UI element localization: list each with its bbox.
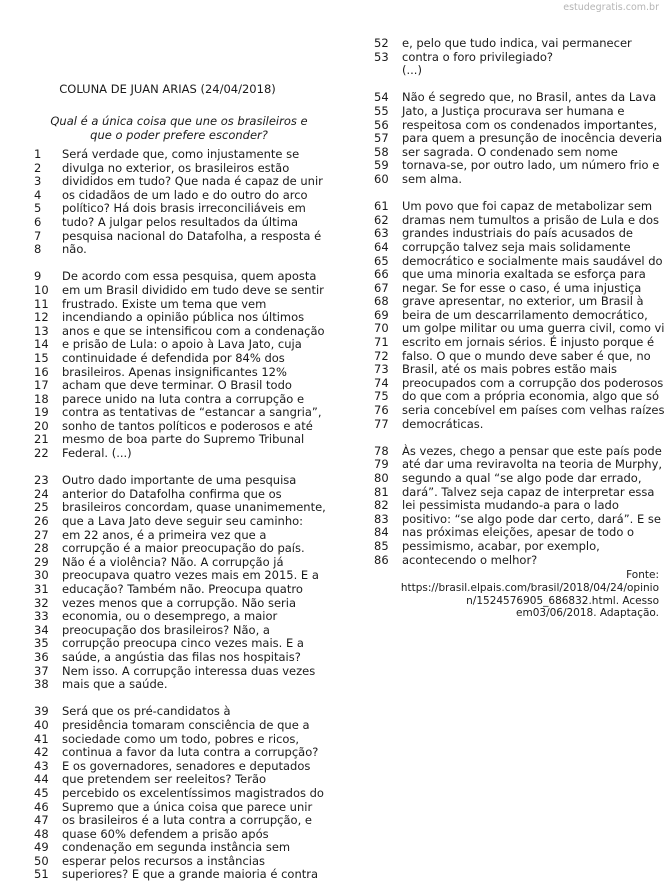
line-text: continua a favor da luta contra a corrupção? [62, 745, 319, 760]
line-text: até dar uma reviravolta na teoria de Murphy, [402, 457, 663, 472]
line-number: 72 [374, 348, 389, 363]
text-line [374, 554, 662, 568]
line-number: 3 [34, 174, 42, 189]
line-number: 28 [34, 541, 49, 556]
line-text: Será que os pré-candidatos à [62, 704, 231, 719]
line-number: 76 [374, 403, 389, 418]
paragraph-gap [34, 461, 324, 475]
text-line [374, 472, 662, 486]
line-text: corrupção talvez seja mais solidamente [402, 239, 631, 254]
line-number: 54 [374, 90, 389, 105]
line-number: 69 [374, 307, 389, 322]
text-line [34, 841, 324, 855]
line-number: 32 [34, 595, 49, 610]
text-column-right [374, 36, 665, 567]
line-text: político? Há dois brasis irreconciliáveis em [62, 201, 306, 216]
line-number: 80 [374, 471, 389, 485]
line-number: 63 [374, 226, 389, 241]
text-line [34, 433, 324, 447]
line-text: brasileiros concordam, quase unanimemente, [62, 500, 326, 515]
line-number: 68 [374, 294, 389, 309]
line-text: democrático e socialmente mais saudável do [402, 253, 663, 268]
text-line [374, 295, 662, 309]
line-text: pesquisa nacional do Datafolha, a resposta é [62, 228, 322, 243]
text-line [34, 366, 324, 380]
text-line [374, 418, 662, 432]
line-number: 65 [374, 253, 389, 268]
line-number: 30 [34, 568, 49, 583]
text-line [374, 403, 665, 418]
line-text: corrupção é a maior preocupação do país. [62, 541, 305, 556]
text-line [374, 513, 662, 527]
line-number: 19 [34, 405, 49, 420]
line-text: um golpe militar ou uma guerra civil, como vi [402, 321, 665, 336]
line-text: não. [62, 242, 87, 257]
text-line [374, 105, 662, 119]
text-line [34, 529, 324, 543]
text-line [34, 175, 324, 189]
line-number: 37 [34, 663, 49, 678]
line-number: 10 [34, 282, 49, 297]
text-line [34, 338, 324, 352]
line-text: Jato, a Justiça procurava ser humana e [402, 103, 625, 118]
line-number: 78 [374, 443, 389, 458]
text-line [374, 37, 662, 51]
line-text: em um Brasil dividido em tudo deve se sentir [62, 282, 324, 297]
line-text: E os governadores, senadores e deputados [62, 758, 311, 773]
text-column-left [34, 148, 324, 882]
line-text: em 22 anos, é a primeira vez que a [62, 527, 267, 542]
line-text: mais que a saúde. [62, 677, 168, 692]
line-text: nas próximas eleições, apesar de todo o [402, 525, 635, 540]
line-text: De acordo com essa pesquisa, quem aposta [62, 269, 317, 284]
line-number: 15 [34, 350, 49, 365]
line-text: do que com a própria economia, algo que só [402, 389, 660, 404]
text-line [34, 148, 324, 162]
text-line [34, 406, 324, 420]
line-number: 42 [34, 745, 49, 760]
line-number: 84 [374, 525, 389, 540]
line-number: 67 [374, 280, 389, 295]
line-number: 51 [34, 867, 49, 882]
line-number: 55 [374, 103, 389, 118]
line-number: 48 [34, 826, 49, 841]
text-line [34, 298, 324, 312]
text-line [34, 515, 324, 529]
line-text: falso. O que o mundo deve saber é que, no [402, 348, 651, 363]
line-number: 86 [374, 552, 389, 567]
text-line [374, 268, 662, 282]
line-text: grandes industriais do país acusados de [402, 226, 634, 241]
text-line [34, 760, 324, 774]
text-line [34, 665, 324, 679]
line-number: 53 [374, 49, 389, 64]
line-text: Brasil, até os mais pobres estão mais [402, 362, 618, 377]
text-line [34, 624, 324, 638]
line-number: 49 [34, 840, 49, 855]
line-number: 52 [374, 36, 389, 50]
text-line [374, 241, 662, 255]
line-number: 79 [374, 457, 389, 472]
line-number: 66 [374, 267, 389, 282]
line-number: 26 [34, 514, 49, 529]
line-number: 9 [34, 269, 42, 284]
line-text: contra o foro privilegiado? [402, 49, 554, 64]
text-line [374, 119, 662, 133]
text-line [34, 284, 324, 298]
text-line [34, 705, 324, 719]
text-line [34, 569, 324, 583]
line-text: os brasileiros é a luta contra a corrupção, e [62, 813, 312, 828]
text-line [34, 311, 324, 325]
line-number: 62 [374, 212, 389, 227]
line-text: brasileiros. Apenas insignificantes 12% [62, 364, 287, 379]
text-line [34, 801, 324, 815]
text-line [34, 162, 324, 176]
line-number: 12 [34, 310, 49, 325]
text-line [34, 773, 324, 787]
line-text: preocupava quatro vezes mais em 2015. E a [62, 568, 319, 583]
line-text: e, pelo que tudo indica, vai permanecer [402, 36, 632, 50]
line-text: democráticas. [402, 416, 484, 431]
line-number: 23 [34, 473, 49, 488]
text-line [34, 556, 324, 570]
line-number: 59 [374, 158, 389, 173]
line-text: segundo a qual “se algo pode dar errado, [402, 471, 642, 485]
line-number: 18 [34, 391, 49, 406]
line-number: 7 [34, 228, 42, 243]
text-line [374, 363, 662, 377]
line-text: os cidadãos de um lado e do outro do arco [62, 187, 308, 202]
text-line [34, 610, 324, 624]
text-line [34, 637, 324, 651]
line-text: continuidade é defendida por 84% dos [62, 350, 285, 365]
line-number: 82 [374, 498, 389, 513]
source-label: Fonte: [626, 569, 659, 581]
line-text: acham que deve terminar. O Brasil todo [62, 378, 292, 393]
text-line [374, 200, 662, 214]
line-text: Nem isso. A corrupção interessa duas vezes [62, 663, 316, 678]
text-line [34, 202, 324, 216]
line-text: mesmo de boa parte do Supremo Tribunal [62, 432, 305, 447]
text-line [34, 733, 324, 747]
line-text: divulga no exterior, os brasileiros estão [62, 160, 290, 175]
line-number: 50 [34, 853, 49, 868]
source-url-line-1[interactable]: https://brasil.elpais.com/brasil/2018/04/24/opinio [400, 581, 659, 594]
line-text: tornava-se, por outro lado, um número frio e [402, 158, 660, 173]
text-line [34, 393, 324, 407]
line-number: 41 [34, 731, 49, 746]
text-line [374, 146, 662, 160]
line-number: 74 [374, 375, 389, 390]
line-number: 73 [374, 362, 389, 377]
line-number: 8 [34, 242, 42, 257]
line-number: 70 [374, 321, 389, 336]
line-number: 1 [34, 147, 42, 161]
line-number [374, 64, 402, 78]
line-number: 83 [374, 511, 389, 526]
line-number: 46 [34, 799, 49, 814]
line-number: 25 [34, 500, 49, 515]
line-text: sonho de tantos políticos e poderosos e até [62, 418, 313, 433]
line-number: 44 [34, 772, 49, 787]
line-number: 39 [34, 704, 49, 719]
line-number: 57 [374, 131, 389, 146]
line-text: que pretendem ser reeleitos? Terão [62, 772, 267, 787]
line-text: preocupação dos brasileiros? Não, a [62, 622, 270, 637]
line-text: saúde, a angústia das filas nos hospitais? [62, 649, 301, 664]
text-line [34, 855, 324, 869]
text-line [34, 447, 324, 461]
line-text: quase 60% defendem a prisão após [62, 826, 269, 841]
line-number: 85 [374, 538, 389, 553]
source-citation [374, 569, 659, 620]
line-number: 11 [34, 296, 49, 311]
line-number: 58 [374, 144, 389, 159]
text-line [34, 488, 324, 502]
paragraph-gap [34, 692, 324, 706]
line-text: tudo? A julgar pelos resultados da última [62, 214, 299, 229]
line-number: 61 [374, 199, 389, 214]
text-line [34, 474, 324, 488]
line-text: condenação em segunda instância sem [62, 840, 291, 855]
line-number: 4 [34, 187, 42, 202]
text-line [34, 243, 324, 257]
line-text: sem alma. [402, 171, 463, 186]
line-text: Não é a violência? Não. A corrupção já [62, 554, 284, 569]
line-text: incendiando a opinião pública nos últimos [62, 310, 305, 325]
line-number: 43 [34, 758, 49, 773]
line-text: pessimismo, acabar, por exemplo, [402, 538, 600, 553]
line-text: e prisão de Lula: o apoio à Lava Jato, cuja [62, 337, 302, 352]
text-line [34, 270, 324, 284]
text-line [374, 526, 662, 540]
text-line [374, 445, 662, 459]
line-text: divididos em tudo? Que nada é capaz de unir [62, 174, 323, 189]
line-text: respeitosa com os condenados importantes, [402, 117, 658, 132]
text-line [34, 828, 324, 842]
text-line [34, 787, 324, 801]
line-number: 40 [34, 717, 49, 732]
line-text: contra as tentativas de “estancar a sangria”, [62, 405, 322, 420]
line-number: 16 [34, 364, 49, 379]
site-watermark: estudegratis.com.br [563, 2, 659, 13]
line-text: anterior do Datafolha confirma que os [62, 486, 282, 501]
line-number: 64 [374, 239, 389, 254]
line-text: Às vezes, chego a pensar que este país pode [402, 443, 662, 458]
text-line [374, 173, 662, 187]
text-line [374, 336, 662, 350]
question-subtitle: Qual é a única coisa que une os brasileiros e que o poder prefere esconder? [50, 114, 308, 142]
line-number: 71 [374, 335, 389, 350]
text-line [374, 377, 662, 391]
text-line [374, 309, 662, 323]
line-number: 56 [374, 117, 389, 132]
line-number: 33 [34, 609, 49, 624]
paragraph-gap [34, 257, 324, 271]
line-text: ser sagrada. O condenado sem nome [402, 144, 618, 159]
paragraph-gap [374, 78, 662, 92]
text-line [374, 159, 662, 173]
line-number: 2 [34, 160, 42, 175]
text-line [34, 719, 324, 733]
line-text: educação? Também não. Preocupa quatro [62, 582, 303, 596]
text-line [34, 230, 324, 244]
text-line [374, 227, 662, 241]
text-line [374, 499, 662, 513]
text-line [374, 458, 662, 472]
line-text: positivo: “se algo pode dar certo, dará”. E se [402, 511, 661, 526]
text-line [34, 678, 324, 692]
line-number: 36 [34, 649, 49, 664]
text-line [374, 214, 662, 228]
line-text: seria concebível em países com velhas raízes [402, 403, 665, 418]
text-line [34, 379, 324, 393]
line-text: que a Lava Jato deve seguir seu caminho: [62, 514, 304, 529]
line-number: 29 [34, 554, 49, 569]
line-number: 34 [34, 622, 49, 637]
line-text: grave apresentar, no exterior, um Brasil à [402, 294, 644, 309]
line-text: corrupção preocupa cinco vezes mais. E a [62, 636, 304, 651]
line-number: 45 [34, 785, 49, 800]
line-number: 6 [34, 214, 42, 229]
text-line [374, 91, 662, 105]
text-line [34, 868, 324, 882]
line-text: vezes menos que a corrupção. Não seria [62, 595, 297, 610]
line-text: sociedade como um todo, pobres e ricos, [62, 731, 300, 746]
text-line [374, 540, 662, 554]
line-text: percebido os excelentíssimos magistrados do [62, 785, 324, 800]
line-number: 27 [34, 527, 49, 542]
text-line [34, 216, 324, 230]
source-access-date: em03/06/2018. Adaptação. [516, 607, 659, 620]
line-number: 24 [34, 486, 49, 501]
line-number: 35 [34, 636, 49, 651]
text-line [34, 814, 324, 828]
text-line [374, 282, 662, 296]
text-line [374, 255, 662, 269]
line-text: parece unido na luta contra a corrupção e [62, 391, 305, 406]
line-text: Um povo que foi capaz de metabolizar sem [402, 199, 653, 214]
line-text: acontecendo o melhor? [402, 552, 538, 567]
line-number: 21 [34, 432, 49, 447]
line-number: 31 [34, 582, 49, 596]
text-line [374, 132, 662, 146]
line-text: escrito em jornais sérios. É injusto porque é [402, 335, 655, 350]
line-text: (...) [402, 63, 422, 78]
line-text: Federal. (...) [62, 446, 132, 461]
line-text: Será verdade que, como injustamente se [62, 147, 300, 161]
line-number: 13 [34, 323, 49, 338]
paragraph-gap [374, 187, 662, 201]
line-number: 81 [374, 484, 389, 499]
line-text: lei pessimista mudando-a para o lado [402, 498, 619, 513]
text-line [34, 746, 324, 760]
line-text: anos e que se intensificou com a condenação [62, 323, 325, 338]
line-text: dará”. Talvez seja capaz de interpretar essa [402, 484, 655, 499]
line-number: 47 [34, 813, 49, 828]
line-number: 22 [34, 446, 49, 461]
text-line [34, 651, 324, 665]
text-line [34, 597, 324, 611]
source-url-line-2[interactable]: n/1524576905_686832.html. Acesso [466, 594, 659, 607]
text-line [34, 420, 324, 434]
text-line [374, 350, 662, 364]
line-number: 38 [34, 677, 49, 692]
line-text: negar. Se for esse o caso, é uma injustiça [402, 280, 642, 295]
text-line [374, 486, 662, 500]
line-text: superiores? E que a grande maioria é contra [62, 867, 319, 882]
text-line [34, 542, 324, 556]
text-line [34, 501, 324, 515]
line-text: Outro dado importante de uma pesquisa [62, 473, 297, 488]
line-text: que uma minoria exaltada se esforça para [402, 267, 646, 282]
line-number: 60 [374, 171, 389, 186]
line-text: frustrado. Existe um tema que vem [62, 296, 267, 311]
line-text: preocupados com a corrupção dos poderosos [402, 375, 664, 390]
line-number: 20 [34, 418, 49, 433]
line-text: dramas nem tumultos a prisão de Lula e dos [402, 212, 660, 227]
line-text: economia, ou o desemprego, a maior [62, 609, 278, 624]
text-line [34, 189, 324, 203]
line-number: 17 [34, 378, 49, 393]
text-line [374, 64, 662, 78]
line-text: para quem a presunção de inocência deveria [402, 131, 663, 146]
line-number: 14 [34, 337, 49, 352]
text-line [374, 390, 662, 404]
text-line [34, 352, 324, 366]
text-line [34, 583, 324, 597]
line-text: esperar pelos recursos a instâncias [62, 853, 265, 868]
paragraph-gap [374, 431, 662, 445]
page-title: COLUNA DE JUAN ARIAS (24/04/2018) [59, 82, 276, 96]
text-line [374, 51, 662, 65]
line-number: 5 [34, 201, 42, 216]
line-text: beira de um descarrilamento democrático, [402, 307, 648, 322]
line-number: 75 [374, 389, 389, 404]
line-text: Não é segredo que, no Brasil, antes da Lava [402, 90, 657, 105]
line-number: 77 [374, 416, 389, 431]
text-line [34, 325, 324, 339]
line-text: Supremo que a única coisa que parece unir [62, 799, 313, 814]
line-text: presidência tomaram consciência de que a [62, 717, 310, 732]
